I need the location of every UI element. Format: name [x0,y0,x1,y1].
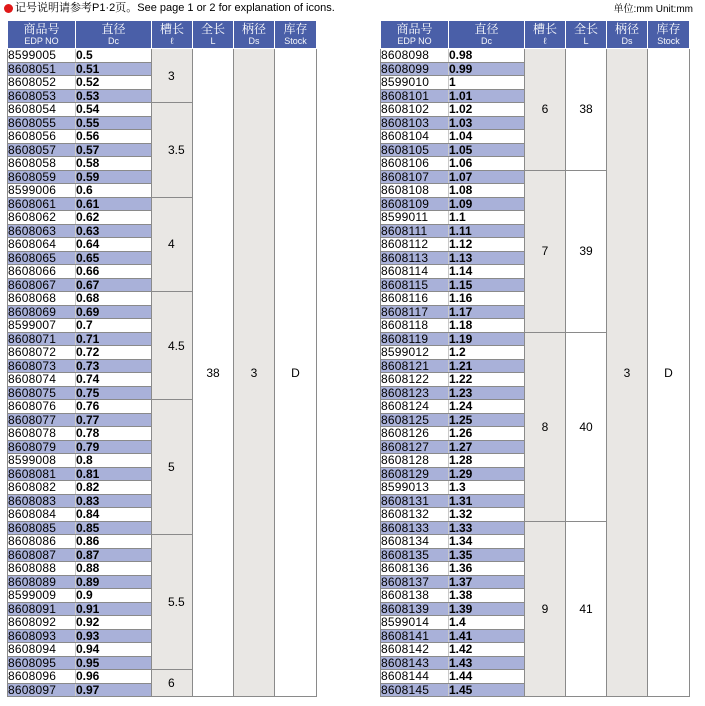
shank-diameter-cell: 3 [234,49,275,697]
edp-number: 8608145 [381,683,449,697]
header-main-label: 柄径 [241,22,266,36]
diameter-value: 1.38 [449,589,525,603]
header-sub-label: L [583,36,589,46]
edp-number: 8608101 [381,89,449,103]
diameter-value: 0.89 [76,575,152,589]
dc-header [449,21,525,49]
edp-number: 8608109 [381,197,449,211]
edp-number: 8608065 [8,251,76,265]
header-sub-label: Dc [108,36,119,46]
diameter-value: 0.97 [76,683,152,697]
edp-number: 8608111 [381,224,449,238]
edp-number: 8608104 [381,130,449,144]
diameter-value: 0.63 [76,224,152,238]
edp-number: 8608117 [381,305,449,319]
diameter-value: 0.95 [76,656,152,670]
diameter-value: 0.86 [76,535,152,549]
table-row [8,49,317,63]
flute-length-header [152,21,193,49]
edp-number: 8608142 [381,643,449,657]
diameter-value: 1.33 [449,521,525,535]
edp-number: 8608063 [8,224,76,238]
edp-number: 8608072 [8,346,76,360]
edp-number: 8608112 [381,238,449,252]
edp-number: 8608081 [8,467,76,481]
header-main-label: 全长 [200,22,225,36]
diameter-value: 0.69 [76,305,152,319]
diameter-value: 0.53 [76,89,152,103]
edp-header [8,21,76,49]
diameter-value: 0.67 [76,278,152,292]
diameter-value: 1 [449,76,525,90]
diameter-value: 1.3 [449,481,525,495]
flute-length-cell: 6 [152,670,193,697]
edp-number: 8608067 [8,278,76,292]
edp-number: 8608134 [381,535,449,549]
diameter-value: 1.13 [449,251,525,265]
edp-number: 8608052 [8,76,76,90]
diameter-value: 0.96 [76,670,152,684]
spec-table-left [7,20,317,697]
edp-number: 8608055 [8,116,76,130]
diameter-value: 1.2 [449,346,525,360]
edp-number: 8608083 [8,494,76,508]
diameter-value: 0.92 [76,616,152,630]
table-row [381,49,690,63]
diameter-value: 0.85 [76,521,152,535]
edp-number: 8599005 [8,49,76,63]
header-main-label: 库存 [656,22,681,36]
edp-number: 8608064 [8,238,76,252]
edp-number: 8608069 [8,305,76,319]
diameter-value: 1.42 [449,643,525,657]
overall-length-cell: 38 [566,49,607,171]
table-header-row [8,21,317,49]
diameter-value: 0.99 [449,62,525,76]
overall-length-cell: 39 [566,170,607,332]
stock-cell: D [275,49,317,697]
header-sub-label: EDP NO [24,36,59,46]
icon-reference-note [4,1,335,16]
edp-number: 8608116 [381,292,449,306]
edp-number: 8608073 [8,359,76,373]
diameter-value: 0.9 [76,589,152,603]
diameter-value: 1.05 [449,143,525,157]
flute-length-cell: 4 [152,197,193,292]
header-main-label: 直径 [474,22,499,36]
edp-number: 8599009 [8,589,76,603]
edp-number: 8599010 [381,76,449,90]
diameter-value: 0.88 [76,562,152,576]
edp-number: 8608071 [8,332,76,346]
diameter-value: 0.84 [76,508,152,522]
edp-number: 8608125 [381,413,449,427]
diameter-value: 1.34 [449,535,525,549]
diameter-value: 1.04 [449,130,525,144]
edp-number: 8608074 [8,373,76,387]
edp-number: 8599012 [381,346,449,360]
flute-length-cell: 5 [152,400,193,535]
edp-number: 8608139 [381,602,449,616]
edp-number: 8608077 [8,413,76,427]
diameter-value: 0.75 [76,386,152,400]
diameter-value: 1.19 [449,332,525,346]
edp-number: 8608137 [381,575,449,589]
diameter-value: 0.73 [76,359,152,373]
edp-number: 8608085 [8,521,76,535]
diameter-value: 1.39 [449,602,525,616]
flute-length-cell: 5.5 [152,535,193,670]
edp-number: 8608076 [8,400,76,414]
edp-number: 8599007 [8,319,76,333]
edp-number: 8608115 [381,278,449,292]
overall-length-header [566,21,607,49]
edp-number: 8608127 [381,440,449,454]
header-sub-label: L [210,36,216,46]
overall-length-cell: 41 [566,521,607,697]
header-main-label: 直径 [101,22,126,36]
edp-number: 8608136 [381,562,449,576]
edp-number: 8608108 [381,184,449,198]
diameter-value: 0.55 [76,116,152,130]
diameter-value: 0.81 [76,467,152,481]
edp-number: 8608051 [8,62,76,76]
edp-number: 8608059 [8,170,76,184]
diameter-value: 0.6 [76,184,152,198]
edp-number: 8608122 [381,373,449,387]
diameter-value: 0.54 [76,103,152,117]
diameter-value: 0.59 [76,170,152,184]
edp-number: 8608056 [8,130,76,144]
edp-number: 8608062 [8,211,76,225]
diameter-value: 1.1 [449,211,525,225]
shank-diameter-header [607,21,648,49]
edp-number: 8608123 [381,386,449,400]
edp-number: 8608089 [8,575,76,589]
edp-number: 8608121 [381,359,449,373]
edp-number: 8608088 [8,562,76,576]
edp-number: 8608078 [8,427,76,441]
diameter-value: 1.25 [449,413,525,427]
header-main-label: 柄径 [614,22,639,36]
diameter-value: 0.56 [76,130,152,144]
diameter-value: 1.22 [449,373,525,387]
edp-number: 8608061 [8,197,76,211]
diameter-value: 0.93 [76,629,152,643]
edp-number: 8608082 [8,481,76,495]
edp-number: 8608066 [8,265,76,279]
edp-number: 8608106 [381,157,449,171]
header-sub-label: Ds [248,36,260,46]
diameter-value: 0.52 [76,76,152,90]
edp-number: 8608131 [381,494,449,508]
edp-number: 8608057 [8,143,76,157]
icon-reference-text: 记号说明请参考P1·2页。See page 1 or 2 for explanation of icons. [15,2,335,14]
flute-length-header [525,21,566,49]
edp-number: 8608093 [8,629,76,643]
diameter-value: 1.41 [449,629,525,643]
diameter-value: 1.31 [449,494,525,508]
diameter-value: 0.65 [76,251,152,265]
header-sub-label: ℓ [170,36,174,46]
shank-diameter-cell: 3 [607,49,648,697]
edp-number: 8608058 [8,157,76,171]
header-main-label: 库存 [283,22,308,36]
diameter-value: 1.26 [449,427,525,441]
diameter-value: 0.79 [76,440,152,454]
edp-number: 8608079 [8,440,76,454]
edp-number: 8608094 [8,643,76,657]
diameter-value: 0.58 [76,157,152,171]
diameter-value: 0.64 [76,238,152,252]
header-main-label: 商品号 [396,22,433,36]
edp-number: 8599013 [381,481,449,495]
diameter-value: 1.29 [449,467,525,481]
diameter-value: 1.44 [449,670,525,684]
edp-number: 8608091 [8,602,76,616]
diameter-value: 0.5 [76,49,152,63]
flute-length-cell: 3 [152,49,193,103]
diameter-value: 0.76 [76,400,152,414]
diameter-value: 1.35 [449,548,525,562]
header-sub-label: Stock [657,36,680,46]
edp-number: 8599014 [381,616,449,630]
diameter-value: 1.36 [449,562,525,576]
edp-number: 8608113 [381,251,449,265]
edp-number: 8608095 [8,656,76,670]
edp-number: 8608135 [381,548,449,562]
diameter-value: 1.11 [449,224,525,238]
diameter-value: 0.57 [76,143,152,157]
edp-number: 8608126 [381,427,449,441]
diameter-value: 0.82 [76,481,152,495]
shank-diameter-header [234,21,275,49]
diameter-value: 0.72 [76,346,152,360]
diameter-value: 0.66 [76,265,152,279]
diameter-value: 0.91 [76,602,152,616]
diameter-value: 0.74 [76,373,152,387]
header-sub-label: EDP NO [397,36,432,46]
edp-number: 8599008 [8,454,76,468]
diameter-value: 1.18 [449,319,525,333]
edp-number: 8608129 [381,467,449,481]
edp-number: 8608068 [8,292,76,306]
diameter-value: 1.03 [449,116,525,130]
flute-length-cell: 8 [525,332,566,521]
edp-number: 8608133 [381,521,449,535]
diameter-value: 0.68 [76,292,152,306]
edp-number: 8608119 [381,332,449,346]
diameter-value: 1.14 [449,265,525,279]
edp-number: 8608107 [381,170,449,184]
diameter-value: 0.77 [76,413,152,427]
diameter-value: 1.4 [449,616,525,630]
diameter-value: 0.51 [76,62,152,76]
diameter-value: 1.09 [449,197,525,211]
diameter-value: 0.98 [449,49,525,63]
diameter-value: 1.01 [449,89,525,103]
flute-length-cell: 7 [525,170,566,332]
diameter-value: 1.02 [449,103,525,117]
diameter-value: 0.94 [76,643,152,657]
edp-number: 8608144 [381,670,449,684]
edp-number: 8608138 [381,589,449,603]
stock-header [648,21,690,49]
diameter-value: 1.06 [449,157,525,171]
diameter-value: 0.71 [76,332,152,346]
edp-number: 8608143 [381,656,449,670]
edp-number: 8608124 [381,400,449,414]
edp-number: 8608099 [381,62,449,76]
overall-length-header [193,21,234,49]
flute-length-cell: 9 [525,521,566,697]
diameter-value: 1.23 [449,386,525,400]
diameter-value: 1.15 [449,278,525,292]
unit-note: 单位:mm Unit:mm [613,4,693,15]
header-sub-label: Dc [481,36,492,46]
header-main-label: 槽长 [159,22,184,36]
edp-number: 8608086 [8,535,76,549]
diameter-value: 1.32 [449,508,525,522]
diameter-value: 0.61 [76,197,152,211]
edp-number: 8608132 [381,508,449,522]
stock-cell: D [648,49,690,697]
edp-number: 8608054 [8,103,76,117]
edp-number: 8608103 [381,116,449,130]
edp-number: 8608084 [8,508,76,522]
edp-number: 8608141 [381,629,449,643]
red-dot-icon [4,4,13,13]
edp-number: 8608092 [8,616,76,630]
edp-number: 8608118 [381,319,449,333]
stock-header [275,21,317,49]
edp-number: 8608053 [8,89,76,103]
edp-number: 8608097 [8,683,76,697]
diameter-value: 0.8 [76,454,152,468]
header-main-label: 槽长 [532,22,557,36]
diameter-value: 1.27 [449,440,525,454]
edp-number: 8608114 [381,265,449,279]
edp-number: 8599011 [381,211,449,225]
edp-header [381,21,449,49]
flute-length-cell: 6 [525,49,566,171]
header-sub-label: ℓ [543,36,547,46]
edp-number: 8608098 [381,49,449,63]
overall-length-cell: 38 [193,49,234,697]
diameter-value: 1.21 [449,359,525,373]
edp-number: 8608102 [381,103,449,117]
diameter-value: 0.83 [76,494,152,508]
diameter-value: 1.24 [449,400,525,414]
diameter-value: 1.07 [449,170,525,184]
header-sub-label: Ds [621,36,633,46]
edp-number: 8608128 [381,454,449,468]
diameter-value: 1.45 [449,683,525,697]
edp-number: 8608105 [381,143,449,157]
diameter-value: 0.78 [76,427,152,441]
diameter-value: 0.87 [76,548,152,562]
header-main-label: 全长 [573,22,598,36]
diameter-value: 1.43 [449,656,525,670]
diameter-value: 1.28 [449,454,525,468]
edp-number: 8608075 [8,386,76,400]
diameter-value: 1.16 [449,292,525,306]
edp-number: 8608096 [8,670,76,684]
header-main-label: 商品号 [23,22,60,36]
flute-length-cell: 4.5 [152,292,193,400]
edp-number: 8599006 [8,184,76,198]
diameter-value: 0.7 [76,319,152,333]
spec-table-right [380,20,690,697]
header-sub-label: Stock [284,36,307,46]
dc-header [76,21,152,49]
diameter-value: 1.08 [449,184,525,198]
diameter-value: 0.62 [76,211,152,225]
diameter-value: 1.17 [449,305,525,319]
overall-length-cell: 40 [566,332,607,521]
table-header-row [381,21,690,49]
diameter-value: 1.12 [449,238,525,252]
edp-number: 8608087 [8,548,76,562]
diameter-value: 1.37 [449,575,525,589]
flute-length-cell: 3.5 [152,103,193,198]
